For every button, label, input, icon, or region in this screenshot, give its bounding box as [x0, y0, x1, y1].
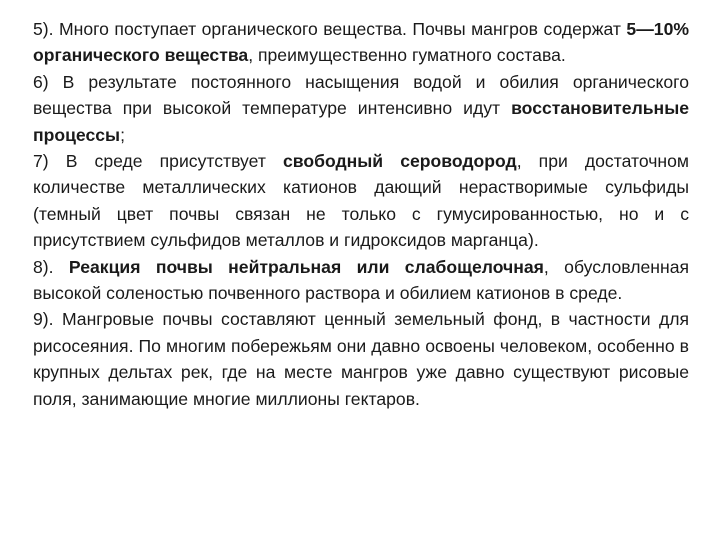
text-span: ; [120, 124, 125, 145]
bold-text: Реакция почвы нейтральная или слабощелочная [68, 256, 544, 277]
text-span: , преимущественно гуматного состава. [248, 45, 566, 66]
paragraph-7 [33, 148, 689, 254]
text-span: 9). Мангровые почвы составляют ценный земельный фонд, в частности для рисосеяния. По многим побережьям они давно освоены человеком, особенно в крупных дельтах рек, где на месте мангров уже давно существуют рисовые поля, занимающие многие миллионы гектаров. [33, 309, 689, 409]
text-span: 5). Много поступает органического вещества. Почвы мангров содержат [33, 19, 627, 39]
bold-text: восстановительные процессы [33, 98, 689, 145]
bold-text: 5—10% органического вещества [33, 19, 689, 66]
text-span: , при достаточном количестве металлических катионов дающий нерастворимые сульфиды (темный цвет почвы связан не только с гумусированностью, но и с присутствием сульфидов металлов и гидроксидов марганца). [33, 151, 690, 251]
paragraph-6 [33, 69, 689, 148]
paragraph-5 [33, 16, 689, 69]
text-block [33, 16, 689, 412]
text-span: 8). [33, 256, 69, 277]
bold-text: свободный сероводород [282, 151, 517, 172]
paragraph-8 [33, 254, 689, 307]
text-span: 7) В среде присутствует [33, 151, 283, 172]
paragraph-9 [33, 306, 689, 412]
text-span: , обусловленная высокой соленостью почвенного раствора и обилием катионов в среде. [33, 256, 690, 304]
text-span: 6) В результате постоянного насыщения водой и обилия органического вещества при высокой температуре интенсивно идут [33, 71, 689, 119]
